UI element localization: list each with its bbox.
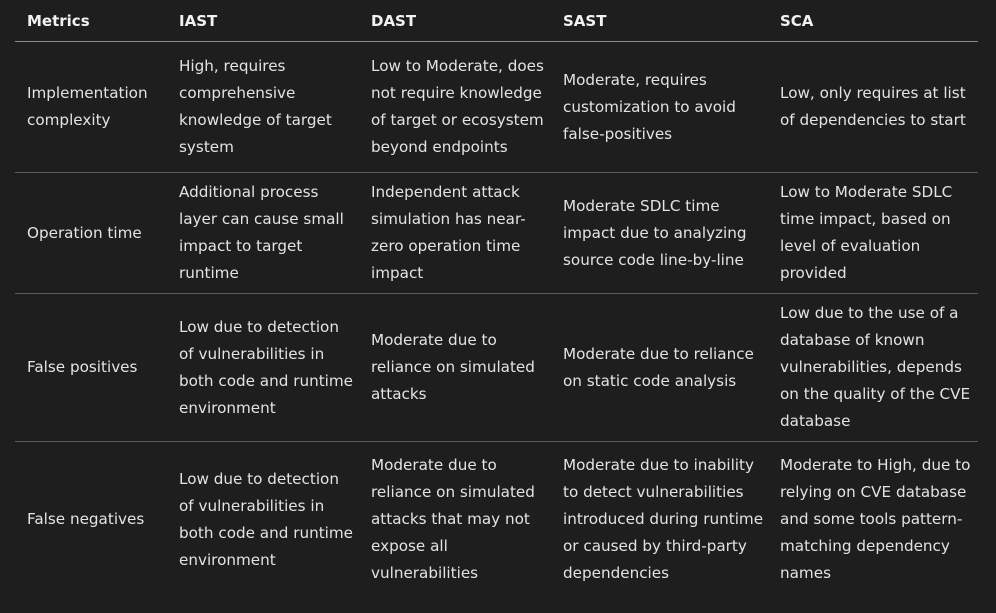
- comparison-table: [15, 0, 978, 598]
- header-sast: SAST: [551, 0, 768, 42]
- table-row: [15, 42, 978, 173]
- metric-label: Operation time: [15, 173, 167, 294]
- table-row: [15, 173, 978, 294]
- table-row: [15, 294, 978, 442]
- dast-cell: Independent attack simulation has near-zero operation time impact: [359, 173, 551, 294]
- sca-cell: Low to Moderate SDLC time impact, based on level of evaluation provided: [768, 173, 978, 294]
- iast-cell: Low due to detection of vulnerabilities in both code and runtime environment: [179, 469, 354, 569]
- sca-cell: Low due to the use of a database of known vulnerabilities, depends on the quality of the CVE database: [768, 294, 978, 442]
- header-dast: DAST: [359, 0, 551, 42]
- dast-cell: Moderate due to reliance on simulated attacks that may not expose all vulnerabilities: [371, 456, 535, 583]
- table-header-row: [15, 0, 978, 42]
- sast-cell: Moderate due to inability to detect vulnerabilities introduced during runtime or caused by third-party dependencies: [563, 456, 764, 583]
- sca-cell: Moderate to High, due to relying on CVE database and some tools pattern-matching dependency names: [780, 456, 971, 583]
- iast-cell: Low due to detection of vulnerabilities in both code and runtime environment: [167, 294, 359, 442]
- table-row: [15, 442, 978, 598]
- sast-cell: Moderate SDLC time impact due to analyzing source code line-by-line: [551, 173, 768, 294]
- sca-cell: Low, only requires at list of dependencies to start: [768, 42, 978, 173]
- iast-cell: Additional process layer can cause small impact to target runtime: [167, 173, 359, 294]
- header-sca: SCA: [768, 0, 978, 42]
- comparison-table-container: [15, 0, 978, 598]
- dast-cell: Low to Moderate, does not require knowledge of target or ecosystem beyond endpoints: [359, 42, 551, 173]
- metric-label: False positives: [15, 294, 167, 442]
- sast-cell: Moderate due to reliance on static code analysis: [551, 294, 768, 442]
- header-metrics: Metrics: [15, 0, 167, 42]
- dast-cell: Moderate due to reliance on simulated attacks: [359, 294, 551, 442]
- sast-cell: Moderate, requires customization to avoid false-positives: [551, 42, 768, 173]
- header-iast: IAST: [167, 0, 359, 42]
- metric-label: Implementation complexity: [15, 42, 167, 173]
- iast-cell: High, requires comprehensive knowledge of target system: [167, 42, 359, 173]
- metric-label: False negatives: [27, 510, 145, 529]
